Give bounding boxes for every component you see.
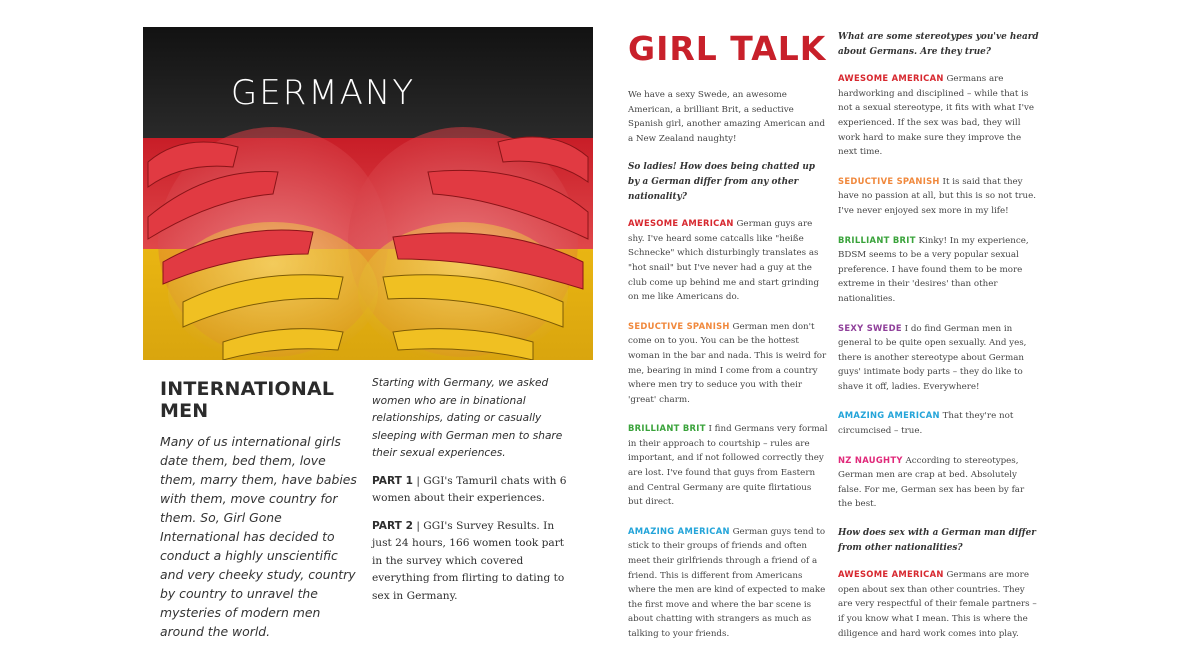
girl-talk-column: [628, 30, 828, 656]
section-heading: INTERNATIONAL MEN: [160, 378, 335, 422]
speaker-label: SEXY SWEDE: [838, 322, 902, 333]
lead-paragraph: Starting with Germany, we asked women who are in binational relationships, dating or casually sleeping with German men to share their sexual experiences.: [372, 377, 563, 459]
part2-label: PART 2: [372, 519, 413, 532]
answer-text: Germans are hardworking and disciplined – while that is not a sexual stereotype, it fits with what I've experienced. If the sex was bad, they will work hard to make sure they improve the next time.: [838, 74, 1035, 158]
girl-talk-intro: We have a sexy Swede, an awesome American, a brilliant Brit, a seductive Spanish girl, another amazing American and a New Zealand naughty!: [628, 90, 826, 144]
answer: [838, 321, 1040, 395]
speaker-label: AMAZING AMERICAN: [628, 525, 730, 536]
speaker-label: SEDUCTIVE SPANISH: [838, 175, 940, 186]
answer: [628, 216, 828, 305]
answer-text: German men don't come on to you. You can be the hottest woman in the bar and nada. This is weird for me, bearing in mind I come from a country where men try to seduce you with their 'great' charm.: [628, 321, 827, 405]
part1-label: PART 1: [372, 474, 413, 487]
answer-text: It is said that they have no passion at all, but this is so not true. I've never enjoyed sex more in my life!: [838, 176, 1037, 216]
answer: [838, 567, 1040, 641]
answer: [838, 174, 1040, 219]
question-2: What are some stereotypes you've heard about Germans. Are they true?: [838, 32, 1039, 57]
speaker-label: SEDUCTIVE SPANISH: [628, 320, 730, 331]
part1-text: | GGI's Tamuril chats with 6 women about their experiences.: [372, 474, 567, 504]
answer: [838, 408, 1040, 438]
part1-paragraph: [372, 473, 577, 508]
speaker-label: BRILLIANT BRIT: [838, 234, 916, 245]
study-description-column: [372, 375, 577, 615]
answer-text: According to stereotypes, German men are crap at bed. Absolutely false. For me, German sex has been by far the best.: [838, 455, 1025, 510]
answer-text: That they're not circumcised – true.: [838, 411, 1014, 437]
speaker-label: AWESOME AMERICAN: [838, 569, 944, 580]
answer: [838, 233, 1040, 307]
answer-text: I do find German men in general to be quite open sexually. And yes, there is another stereotype about German guys' intimate body parts – they do like to shave it off, ladies. Everywhere!: [838, 323, 1027, 392]
intro-paragraph: Many of us international girls date them, bed them, love them, marry them, have babies with them, move country for them. So, Girl Gone International has decided to conduct a highly unscientific and very cheeky study, country by country to unravel the mysteries of modern men around the world.: [160, 434, 357, 639]
speaker-label: AWESOME AMERICAN: [628, 218, 734, 229]
answer-text: Kinky! In my experience, BDSM seems to be a very popular sexual preference. I have found them to be more extreme in their 'desires' than other nationalities.: [838, 235, 1029, 304]
speaker-label: NZ NAUGHTY: [838, 454, 903, 465]
girl-talk-title: GIRL TALK: [628, 29, 827, 68]
answer: [628, 524, 828, 642]
answer-text: I find Germans very formal in their approach to courtship – rules are important, and if not followed correctly they are lost. I've found that guys from Eastern and Central Germany are quite flirtatious but direct.: [628, 424, 828, 508]
answer-text: Germans are more open about sex than other countries. They are very respectful of their female partners – if you know what I mean. This is where the diligence and hard work comes into play.: [838, 570, 1037, 639]
speaker-label: AWESOME AMERICAN: [838, 73, 944, 84]
speaker-label: BRILLIANT BRIT: [628, 423, 706, 434]
hero-image: [143, 27, 593, 360]
hero-title: GERMANY: [230, 73, 416, 113]
part2-text: | GGI's Survey Results. In just 24 hours, 166 women took part in the survey which covered everything from flirting to dating to sex in Germany.: [372, 519, 565, 602]
stereotypes-column: [838, 30, 1040, 655]
part2-paragraph: [372, 518, 577, 606]
answer-text: German guys tend to stick to their groups of friends and often meet their girlfriends through a friend of a friend. This is different from Americans where the men are kind of expected to make the first move and where the bar scene is about chatting with strangers as much as talking to your friends.: [628, 526, 826, 639]
answer-text: German guys are shy. I've heard some catcalls like "heiße Schnecke" which disturbingly translates as "hot snail" but I've never had a guy at the club come up behind me and start grinding on me like Americans do.: [628, 219, 820, 303]
answer: [628, 319, 828, 408]
answer: [838, 71, 1040, 160]
answer: [628, 421, 828, 510]
question-3: How does sex with a German man differ from other nationalities?: [838, 528, 1036, 553]
international-men-column: [160, 378, 360, 641]
question-1: So ladies! How does being chatted up by a German differ from any other nationality?: [628, 162, 816, 202]
answer: [838, 453, 1040, 512]
speaker-label: AMAZING AMERICAN: [838, 410, 940, 421]
